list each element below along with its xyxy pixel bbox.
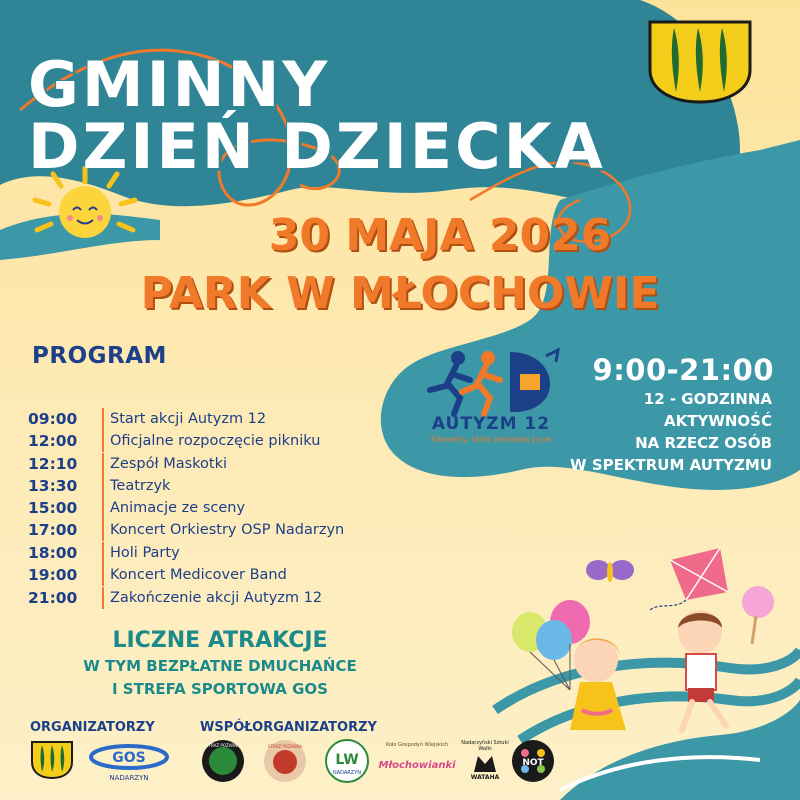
program-row [28,497,246,519]
autism-line-2: AKTYWNOŚĆ [664,412,772,430]
autism-line-1: 12 - GODZINNA [643,390,772,408]
program-event: Zakończenie akcji Autyzm 12 [110,590,323,606]
osp-logo-text: STRAŻ POŻARNA [206,743,240,748]
autism-line-4: W SPEKTRUM AUTYZMU [570,456,772,474]
attractions-line-1: W TYM BEZPŁATNE DMUCHAŃCE [83,657,357,675]
program-time: 18:00 [28,544,78,562]
gos-nadarzyn-logo [88,742,170,780]
not-logo [510,738,556,784]
program-row [28,430,321,452]
svg-text:LW: LW [335,752,359,768]
program-row [28,564,287,586]
organizers-label: ORGANIZATORZY [30,720,155,735]
fire-brigade-logo [262,738,308,784]
program-divider [102,408,104,430]
program-divider [102,587,104,609]
gmina-coat-of-arms-logo [30,740,74,780]
mlochowianki-text: Młochowianki [378,760,456,771]
title-line-2: DZIEŃ DZIECKA [28,110,606,183]
program-divider [102,430,104,452]
mlochowianki-logo [378,742,456,780]
program-event: Animacje ze sceny [110,500,246,516]
wataha-top-text: Nadarzyński Sztuki Walki [461,740,509,752]
program-row [28,587,323,609]
title-line-1: GMINNY [28,48,331,121]
wataha-logo [460,740,510,784]
program-row [28,408,267,430]
program-row [28,542,180,564]
program-time: 12:10 [28,455,78,473]
program-time: 12:00 [28,432,78,450]
program-event: Zespół Maskotki [110,456,228,472]
program-row [28,453,228,475]
not-logo-text: NOT [522,758,544,768]
coat-of-arms-icon [648,20,752,104]
coorganizers-label: WSPÓŁORGANIZATORZY [200,720,377,735]
program-divider [102,519,104,541]
kids-illustration [490,540,800,740]
osp-logo [200,738,246,784]
program-divider [102,453,104,475]
attractions-line-2: I STREFA SPORTOWA GOS [112,680,328,698]
program-divider [102,564,104,586]
event-date: 30 MAJA 2026 [268,210,612,261]
program-row [28,519,345,541]
program-time: 19:00 [28,566,78,584]
program-event: Holi Party [110,545,180,561]
program-event: Start akcji Autyzm 12 [110,411,267,427]
program-event: Oficjalne rozpoczęcie pikniku [110,433,321,449]
program-divider [102,497,104,519]
program-event: Koncert Medicover Band [110,567,287,583]
gos-logo-caption: NADARZYN [109,774,149,782]
event-hours: 9:00-21:00 [592,353,774,387]
autism-runners-icon [418,346,578,418]
lw-nadarzyn-logo [324,738,370,784]
program-row [28,475,171,497]
program-divider [102,475,104,497]
program-time: 17:00 [28,521,78,539]
mlochowianki-top-text: Koło Gospodyń Wiejskich [385,742,449,748]
wataha-text: WATAHA [470,774,500,781]
autism-logo-tagline: Kilometry, które zmieniają życie [430,435,552,444]
fire-logo-text: STRAŻ POŻARNA [268,744,302,749]
program-time: 21:00 [28,589,78,607]
event-place: PARK W MŁOCHOWIE [140,268,660,319]
program-event: Teatrzyk [110,478,171,494]
autism-logo-name: AUTYZM 12 [431,414,551,434]
program-event: Koncert Orkiestry OSP Nadarzyn [110,522,345,538]
program-time: 13:30 [28,477,78,495]
lw-logo-text: NADARZYN [332,770,362,776]
attractions-heading: LICZNE ATRAKCJE [112,628,328,653]
program-divider [102,542,104,564]
program-time: 09:00 [28,410,78,428]
program-heading: PROGRAM [32,343,167,369]
program-time: 15:00 [28,499,78,517]
svg-text:GOS: GOS [112,750,146,766]
autism-line-3: NA RZECZ OSÓB [635,434,772,452]
